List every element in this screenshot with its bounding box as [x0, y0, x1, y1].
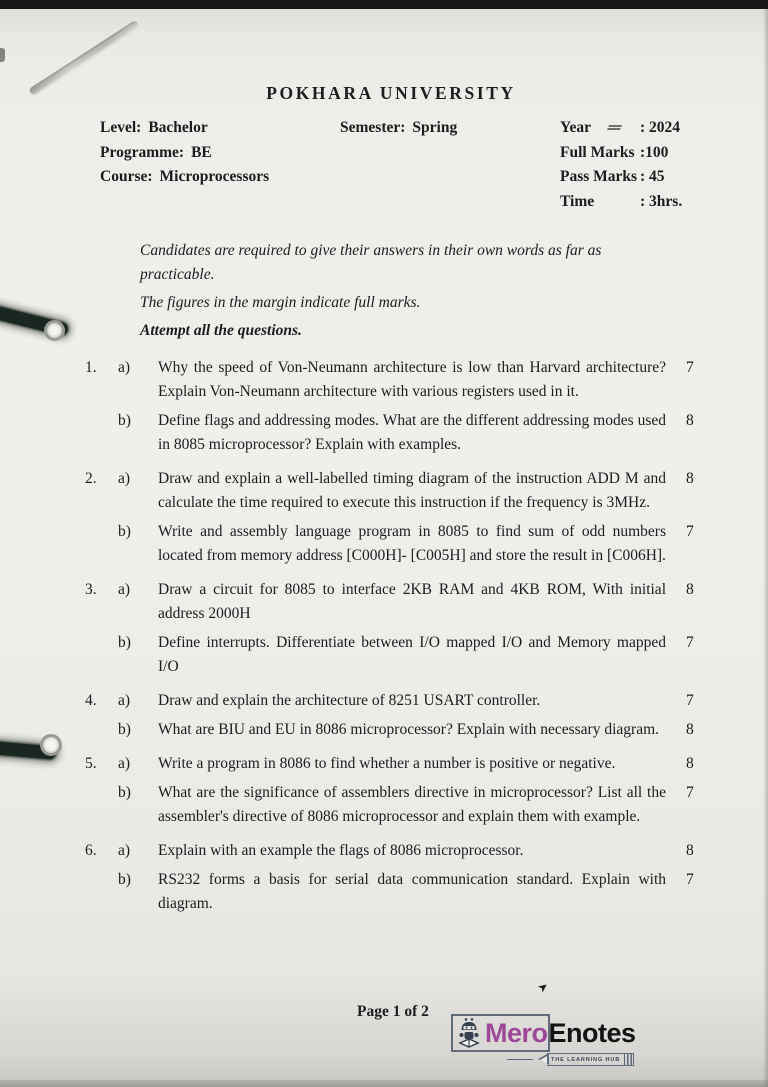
question-number: 3.	[85, 581, 97, 598]
question-part	[118, 631, 712, 679]
page-number-label: Page 1 of 2	[357, 1003, 429, 1020]
page-title: POKHARA UNIVERSITY	[266, 83, 516, 103]
question-part	[118, 467, 712, 515]
part-marks: 7	[686, 692, 694, 709]
part-letter: a)	[118, 842, 131, 859]
part-marks: 7	[686, 634, 694, 651]
question-list	[85, 356, 712, 916]
question-number: 2.	[85, 470, 97, 487]
course-label: Course:	[100, 168, 153, 185]
part-text: Why the speed of Von-Neumann architecture is low than Harvard architecture? Explain Von-Neumann architecture with various registers used in it.	[158, 359, 666, 400]
meta-pass-marks	[560, 165, 730, 190]
semester-value: Spring	[412, 119, 458, 136]
meta-level	[100, 116, 340, 141]
part-text: Draw and explain a well-labelled timing diagram of the instruction ADD M and calculate the time required to execute this instruction if the frequency is 3MHz.	[158, 470, 666, 511]
part-text: Write a program in 8086 to find whether a number is positive or negative.	[158, 755, 616, 772]
meta-right-block	[560, 116, 730, 214]
part-letter: a)	[118, 692, 131, 709]
level-value: Bachelor	[148, 119, 208, 136]
meroenotes-watermark	[451, 1014, 636, 1066]
part-marks: 8	[686, 842, 694, 859]
part-marks: 7	[686, 784, 694, 801]
question-5	[85, 752, 712, 829]
time-label: Time	[560, 192, 595, 210]
part-text: Draw and explain the architecture of 8251 USART controller.	[158, 692, 541, 709]
question-4	[85, 689, 712, 742]
question-part	[118, 409, 712, 457]
question-number: 4.	[85, 692, 97, 709]
question-part	[118, 578, 712, 626]
meta-course	[100, 165, 340, 190]
part-letter: b)	[118, 721, 131, 738]
part-letter: a)	[118, 755, 131, 772]
question-number: 5.	[85, 755, 97, 772]
meta-programme	[100, 141, 340, 166]
level-label: Level:	[100, 119, 142, 136]
meta-semester	[340, 116, 560, 214]
meta-time	[560, 190, 730, 215]
part-letter: b)	[118, 871, 131, 888]
part-marks: 8	[686, 721, 694, 738]
question-part	[118, 718, 712, 742]
part-text: Define flags and addressing modes. What are the different addressing modes used in 8085 microprocessor? Explain with examples.	[158, 412, 666, 453]
exam-meta	[0, 116, 768, 214]
meta-left-block	[100, 116, 340, 214]
part-text: What are the significance of assemblers directive in microprocessor? List all the assembler's directive of 8086 microprocessor and explain them with example.	[158, 784, 666, 825]
thread-bead	[44, 320, 65, 341]
robot-reading-icon	[456, 1017, 483, 1050]
scan-edge-right	[763, 0, 768, 1087]
part-letter: b)	[118, 412, 131, 429]
part-marks: 7	[686, 523, 694, 540]
pass-marks-label: Pass Marks	[560, 168, 638, 185]
meta-year	[560, 116, 730, 141]
question-part	[118, 868, 712, 916]
question-1	[85, 356, 712, 457]
pencil-icon	[538, 1053, 634, 1066]
semester-label: Semester:	[340, 119, 406, 136]
scan-edge-bottom	[0, 1080, 768, 1087]
part-marks: 8	[686, 412, 694, 429]
part-marks: 7	[686, 871, 694, 888]
instruction-line: The figures in the margin indicate full marks.	[140, 294, 421, 311]
part-text: Write and assembly language program in 8085 to find sum of odd numbers located from memory address [C000H]- [C005H] and store the result in [C006H].	[158, 523, 666, 564]
banner-dash	[507, 1059, 533, 1060]
part-text: What are BIU and EU in 8086 microprocessor? Explain with necessary diagram.	[158, 721, 660, 738]
part-marks: 7	[686, 359, 694, 376]
thread-bead	[40, 734, 62, 756]
pass-marks-value: : 45	[640, 168, 665, 185]
question-6	[85, 839, 712, 916]
brand-mero: Mero	[485, 1017, 548, 1048]
full-marks-value: :100	[640, 143, 669, 161]
pen-mark-artifact	[607, 125, 622, 130]
scan-edge-top	[0, 0, 768, 9]
time-value: : 3hrs.	[640, 192, 683, 210]
part-letter: b)	[118, 784, 131, 801]
brand-enotes: Enotes	[548, 1017, 636, 1048]
year-label: Year	[560, 116, 640, 141]
question-3	[85, 578, 712, 679]
edge-mark-artifact	[0, 48, 5, 62]
part-letter: a)	[118, 581, 131, 598]
part-letter: a)	[118, 359, 131, 376]
part-text: Draw a circuit for 8085 to interface 2KB RAM and 4KB ROM, With initial address 2000H	[158, 581, 666, 622]
question-number: 6.	[85, 842, 97, 859]
brand-tagline: THE LEARNING HUB	[547, 1053, 625, 1066]
part-text: RS232 forms a basis for serial data communication standard. Explain with diagram.	[158, 871, 666, 912]
question-part	[118, 752, 712, 776]
question-part	[118, 520, 712, 568]
logo-frame	[451, 1014, 550, 1052]
course-value: Microprocessors	[159, 168, 270, 185]
programme-label: Programme:	[100, 143, 185, 161]
pencil-eraser	[625, 1053, 634, 1066]
part-letter: b)	[118, 634, 131, 651]
part-marks: 8	[686, 581, 694, 598]
question-part	[118, 689, 712, 713]
candidate-instructions	[140, 239, 655, 343]
pencil-banner	[507, 1053, 636, 1066]
year-value: : 2024	[640, 119, 681, 136]
question-part	[118, 356, 712, 404]
instruction-line: Candidates are required to give their answers in their own words as far as practicable.	[140, 242, 602, 283]
part-marks: 8	[686, 755, 694, 772]
part-text: Define interrupts. Differentiate between I/O mapped I/O and Memory mapped I/O	[158, 634, 666, 675]
stray-ink-mark: ➤	[534, 978, 552, 996]
question-part	[118, 839, 712, 863]
instruction-line: Attempt all the questions.	[140, 322, 302, 339]
question-2	[85, 467, 712, 568]
part-marks: 8	[686, 470, 694, 487]
part-letter: a)	[118, 470, 131, 487]
part-text: Explain with an example the flags of 8086 microprocessor.	[158, 842, 524, 859]
meta-full-marks	[560, 141, 730, 166]
part-letter: b)	[118, 523, 131, 540]
question-part	[118, 781, 712, 829]
programme-value: BE	[191, 143, 212, 161]
question-number: 1.	[85, 359, 97, 376]
full-marks-label: Full Marks	[560, 143, 635, 161]
